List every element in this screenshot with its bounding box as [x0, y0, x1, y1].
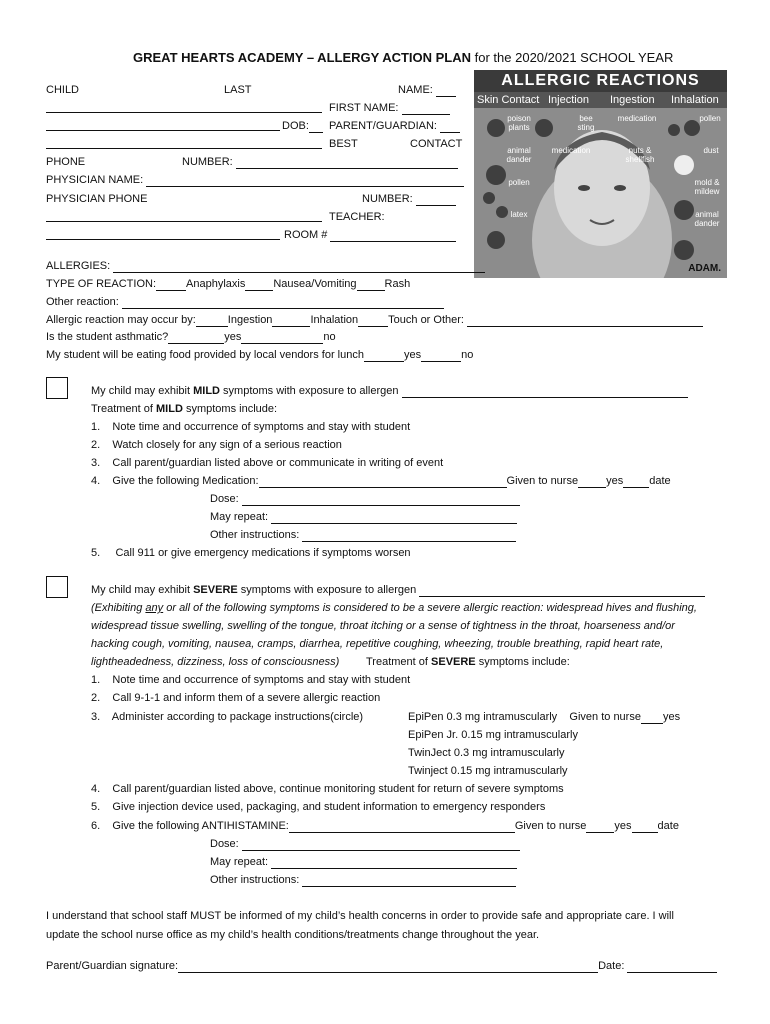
mild-may-repeat: May repeat:: [210, 511, 517, 524]
col-injection: Injection: [548, 94, 589, 106]
contact-label: CONTACT: [410, 138, 463, 150]
understand-line-2: update the school nurse office as my child’s health conditions/treatments change throughout the year.: [46, 929, 540, 941]
number-label: NUMBER:: [182, 156, 458, 169]
allergic-reactions-illustration: [474, 70, 727, 278]
panel-title: ALLERGIC REACTIONS: [474, 70, 727, 92]
severe-treatment-heading: Treatment of SEVERE symptoms include:: [366, 656, 570, 668]
name-label: NAME:: [398, 84, 456, 97]
severe-step-3: 3. Administer according to package instructions(circle): [91, 711, 364, 723]
severe-step-1: 1. Note time and occurrence of symptoms and stay with student: [91, 674, 411, 686]
mild-other-instructions: Other instructions:: [210, 529, 516, 542]
child-label: CHILD: [46, 84, 80, 96]
col-ingestion: Ingestion: [610, 94, 655, 106]
teacher-field[interactable]: [46, 239, 280, 240]
signature-date-field[interactable]: [627, 961, 717, 973]
panel-columns: [474, 92, 727, 108]
type-of-reaction: TYPE OF REACTION: Anaphylaxis Nausea/Vomiting Rash: [46, 278, 411, 290]
mild-step-4: 4. Give the following Medication: Given to nurse yes date: [91, 475, 671, 487]
mild-step-5: 5. Call 911 or give emergency medications if symptoms worsen: [91, 547, 411, 559]
label-animal-dander-inhalation: animal dander: [694, 210, 720, 228]
label-pollen-skin: pollen: [508, 178, 530, 187]
parent-guardian-field[interactable]: [46, 148, 322, 149]
severe-description-4: lightheadedness, dizziness, loss of consciousness): [91, 656, 340, 668]
signature-field[interactable]: [178, 961, 598, 973]
mild-checkbox[interactable]: [46, 377, 68, 399]
label-dust: dust: [703, 146, 719, 155]
reaction-occur-by: Allergic reaction may occur by: Ingestion Inhalation Touch or Other:: [46, 314, 703, 327]
severe-step-4: 4. Call parent/guardian listed above, continue monitoring student for return of severe symptoms: [91, 783, 564, 795]
twinject-015-option[interactable]: Twinject 0.15 mg intramuscularly: [408, 765, 568, 777]
mild-intro: My child may exhibit MILD symptoms with exposure to allergen: [91, 385, 688, 398]
label-mold-mildew: mold & mildew: [694, 178, 720, 196]
severe-step-5: 5. Give injection device used, packaging, and student information to emergency responders: [91, 801, 546, 813]
label-pollen-inhalation: pollen: [699, 114, 721, 123]
severe-checkbox[interactable]: [46, 576, 68, 598]
vendors-question: My student will be eating food provided by local vendors for lunch yes no: [46, 349, 474, 361]
allergies-label: ALLERGIES:: [46, 260, 485, 273]
mild-treatment-heading: Treatment of MILD symptoms include:: [91, 403, 278, 415]
col-inhalation: Inhalation: [671, 94, 719, 106]
label-poison-plants: poison plants: [507, 114, 531, 132]
dob-label: DOB:: [282, 120, 323, 133]
physician-number-label: NUMBER:: [362, 193, 456, 206]
last-label: LAST: [224, 84, 252, 96]
col-skin-contact: Skin Contact: [477, 94, 540, 106]
first-name-label: FIRST NAME:: [329, 102, 450, 115]
severe-description-2: widespread tissue swelling, swelling of the tongue, throat itching or a sense of tightness in the throat, hoarseness and/or: [91, 620, 675, 632]
epipen-jr-option[interactable]: EpiPen Jr. 0.15 mg intramuscularly: [408, 729, 578, 741]
severe-other-instructions: Other instructions:: [210, 874, 516, 887]
first-name-field[interactable]: [46, 130, 280, 131]
understand-line-1: I understand that school staff MUST be informed of my child’s health concerns in order to provide safe and appropriate care. I will: [46, 910, 674, 922]
best-label: BEST: [329, 138, 358, 150]
epipen-option[interactable]: EpiPen 0.3 mg intramuscularly Given to nurse yes: [408, 711, 681, 723]
label-medication-injection: medication: [551, 146, 591, 155]
room-label: ROOM #: [284, 229, 456, 242]
severe-intro: My child may exhibit SEVERE symptoms with exposure to allergen: [91, 584, 705, 597]
physician-phone-field[interactable]: [46, 221, 322, 222]
mild-dose: Dose:: [210, 493, 520, 506]
physician-name-label: PHYSICIAN NAME:: [46, 174, 464, 187]
other-reaction: Other reaction:: [46, 296, 444, 309]
adam-logo: ADAM.: [688, 263, 721, 274]
severe-description-3: hacking cough, vomiting, nausea, cramps, diarrhea, repetitive coughing, wheezing, trouble breathing, rapid heart rate,: [91, 638, 664, 650]
signature-row: Parent/Guardian signature: Date:: [46, 960, 717, 973]
asthmatic-question: Is the student asthmatic? yes no: [46, 331, 336, 343]
severe-step-2: 2. Call 9-1-1 and inform them of a severe allergic reaction: [91, 692, 381, 704]
mild-step-2: 2. Watch closely for any sign of a serious reaction: [91, 439, 342, 451]
twinject-03-option[interactable]: TwinJect 0.3 mg intramuscularly: [408, 747, 565, 759]
page-title: GREAT HEARTS ACADEMY – ALLERGY ACTION PLAN for the 2020/2021 SCHOOL YEAR: [133, 50, 674, 65]
severe-step-6: 6. Give the following ANTIHISTAMINE: Given to nurse yes date: [91, 820, 679, 832]
label-bee-sting: bee sting: [577, 114, 595, 132]
severe-description-1: (Exhibiting any or all of the following symptoms is considered to be a severe allergic reaction: widespread hives and flushing,: [91, 602, 697, 614]
label-animal-dander-skin: animal dander: [506, 146, 532, 164]
phone-label: PHONE: [46, 156, 86, 168]
last-name-field[interactable]: [46, 112, 322, 113]
parent-guardian-label: PARENT/GUARDIAN:: [329, 120, 460, 133]
physician-phone-label: PHYSICIAN PHONE: [46, 193, 148, 205]
label-nuts-shellfish: nuts & shellfish: [625, 146, 655, 164]
label-latex: latex: [510, 210, 528, 219]
teacher-label: TEACHER:: [329, 211, 385, 223]
severe-may-repeat: May repeat:: [210, 856, 517, 869]
mild-step-1: 1. Note time and occurrence of symptoms and stay with student: [91, 421, 411, 433]
mild-step-3: 3. Call parent/guardian listed above or communicate in writing of event: [91, 457, 444, 469]
severe-dose: Dose:: [210, 838, 520, 851]
label-medication-ingestion: medication: [617, 114, 657, 123]
